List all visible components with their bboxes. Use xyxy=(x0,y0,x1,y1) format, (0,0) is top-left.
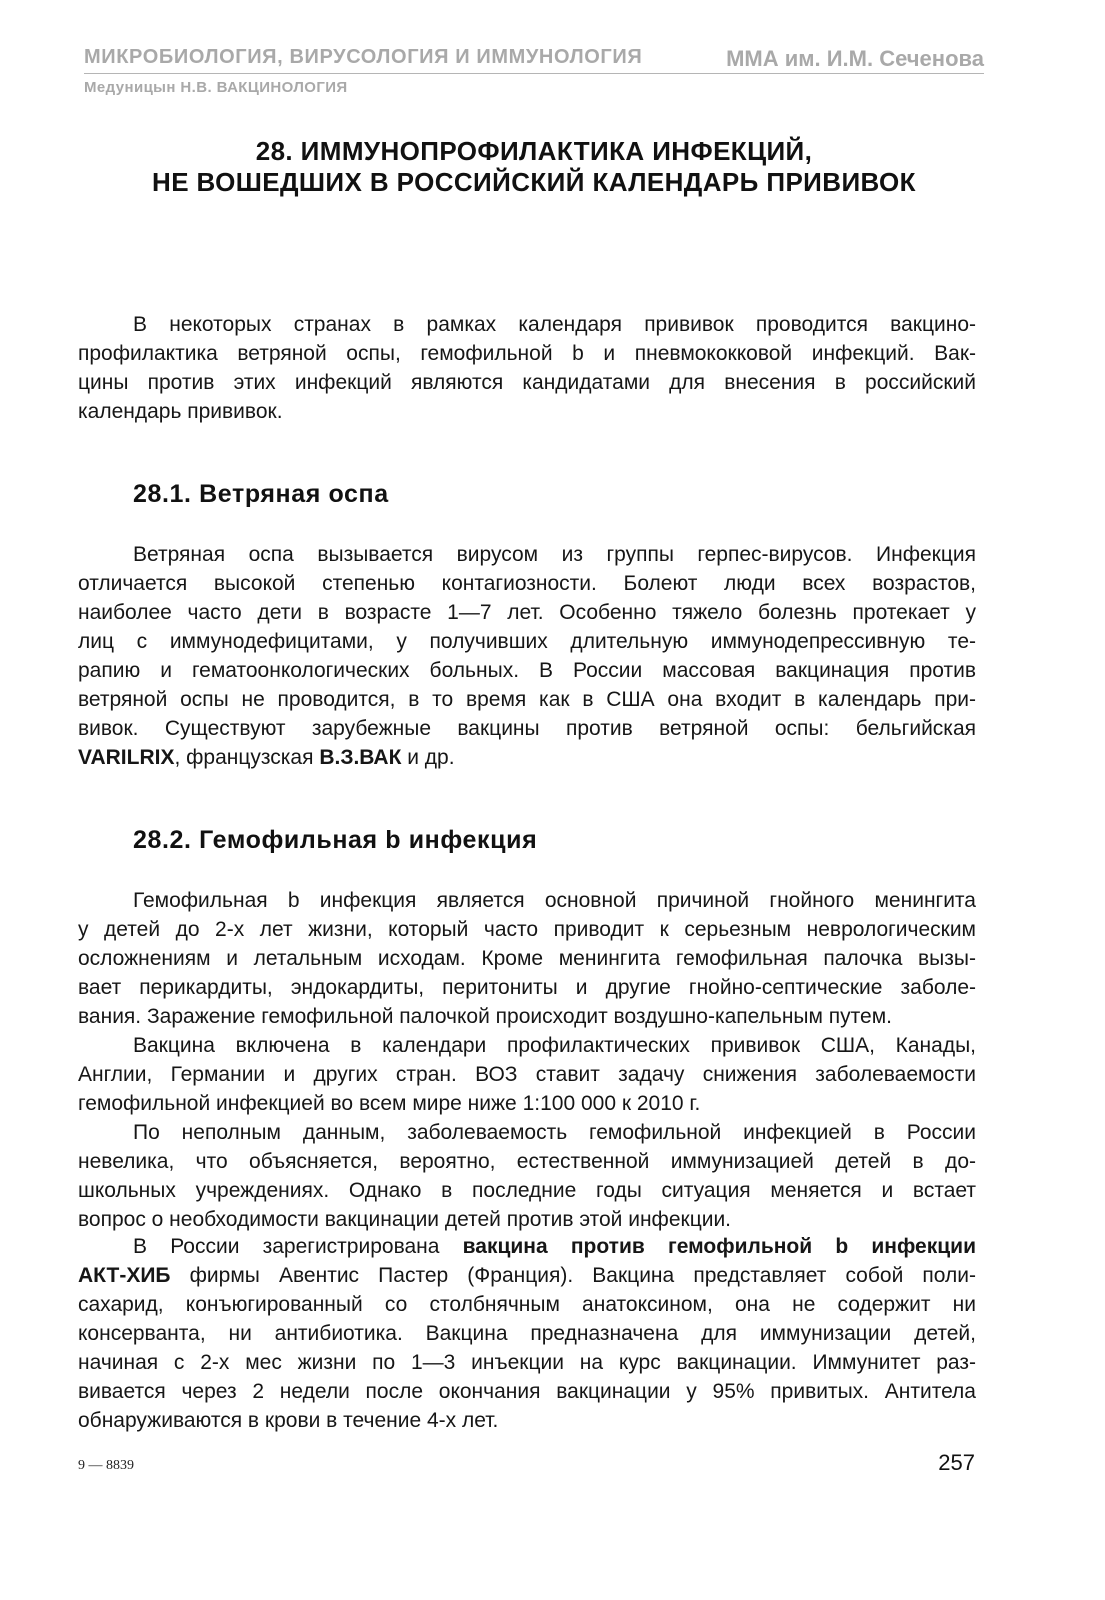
section-heading: 28.2. Гемофильная b инфекция xyxy=(133,826,538,854)
header-rule xyxy=(84,73,984,74)
text-line: школьных учреждениях. Однако в последние годы ситуация меняется и встает xyxy=(78,1179,976,1202)
text-line: вивается через 2 недели после окончания вакцинации у 95% привитых. Антитела xyxy=(78,1380,976,1403)
text-line: вопрос о необходимости вакцинации детей против этой инфекции. xyxy=(78,1208,732,1231)
text-line: у детей до 2-х лет жизни, который часто приводит к серьезным неврологическим xyxy=(78,918,976,941)
text-line: наиболее часто дети в возрасте 1—7 лет. Особенно тяжело болезнь протекает у xyxy=(78,601,976,624)
text-line: По неполным данным, заболеваемость гемофильной инфекцией в России xyxy=(133,1121,976,1144)
text-line: лиц с иммунодефицитами, у получивших длительную иммунодепрессивную те- xyxy=(78,630,976,653)
text-line xyxy=(78,743,976,772)
text-line: осложнениям и летальным исходам. Кроме менингита гемофильная палочка вызы- xyxy=(78,947,976,970)
text-line: Вакцина включена в календари профилактических прививок США, Канады, xyxy=(133,1034,976,1057)
text-fragment: фирмы Авентис Пастер (Франция). Вакцина представляет собой поли- xyxy=(170,1264,976,1287)
running-header-course: МИКРОБИОЛОГИЯ, ВИРУСОЛОГИЯ И ИММУНОЛОГИЯ xyxy=(84,46,643,68)
text-line: вания. Заражение гемофильной палочкой происходит воздушно-капельным путем. xyxy=(78,1005,892,1028)
text-line: консерванта, ни антибиотика. Вакцина предназначена для иммунизации детей, xyxy=(78,1322,976,1345)
text-line: В некоторых странах в рамках календаря прививок проводится вакцино- xyxy=(133,313,976,336)
text-line: Англии, Германии и других стран. ВОЗ ставит задачу снижения заболеваемости xyxy=(78,1063,976,1086)
running-header xyxy=(84,46,984,106)
vaccine-name: АКТ-ХИБ xyxy=(78,1264,171,1287)
chapter-title xyxy=(84,136,984,198)
text-line: обнаруживаются в крови в течение 4-х лет. xyxy=(78,1409,499,1432)
running-header-institution: ММА им. И.М. Сеченова xyxy=(726,46,984,71)
intro-paragraph xyxy=(78,310,976,426)
text-fragment: В России зарегистрирована xyxy=(133,1235,463,1258)
section2-paragraph-3 xyxy=(78,1118,976,1234)
text-line: ветряной оспы не проводится, в то время как в США она входит в календарь при- xyxy=(78,688,976,711)
signature-mark: 9 — 8839 xyxy=(78,1458,134,1473)
text-line xyxy=(78,1261,976,1290)
chapter-title-line: 28. ИММУНОПРОФИЛАКТИКА ИНФЕКЦИЙ, xyxy=(255,136,813,166)
text-line: профилактика ветряной оспы, гемофильной b и пневмококковой инфекций. Вак- xyxy=(78,342,976,365)
vaccine-name: В.З.ВАК xyxy=(319,746,402,769)
section1-paragraph xyxy=(78,540,976,772)
text-line xyxy=(78,1232,976,1261)
text-line: начиная с 2-х мес жизни по 1—3 инъекции на курс вакцинации. Иммунитет раз- xyxy=(78,1351,976,1374)
text-line: вает перикардиты, эндокардиты, перитониты и другие гнойно-септические заболе- xyxy=(78,976,976,999)
chapter-title-line: НЕ ВОШЕДШИХ В РОССИЙСКИЙ КАЛЕНДАРЬ ПРИВИВОК xyxy=(152,167,916,197)
text-line: невелика, что объясняется, вероятно, естественной иммунизацией детей в до- xyxy=(78,1150,976,1173)
running-header-book: Медуницын Н.В. ВАКЦИНОЛОГИЯ xyxy=(84,79,348,96)
section2-paragraph-1 xyxy=(78,886,976,1031)
text-line: сахарид, конъюгированный со столбнячным анатоксином, она не содержит ни xyxy=(78,1293,976,1316)
text-line: вивок. Существуют зарубежные вакцины против ветряной оспы: бельгийская xyxy=(78,717,976,740)
vaccine-name: VARILRIX xyxy=(78,746,175,769)
section2-paragraph-2 xyxy=(78,1031,976,1118)
page-number: 257 xyxy=(938,1450,975,1475)
text-line: цины против этих инфекций являются кандидатами для внесения в российский xyxy=(78,371,976,394)
text-line: Гемофильная b инфекция является основной причиной гнойного менингита xyxy=(133,889,976,912)
text-line: рапию и гематоонкологических больных. В России массовая вакцинация против xyxy=(78,659,976,682)
emphasis-text: вакцина против гемофильной b инфекции xyxy=(462,1235,976,1258)
section-heading: 28.1. Ветряная оспа xyxy=(133,480,389,508)
text-line: календарь прививок. xyxy=(78,400,283,423)
text-line: отличается высокой степенью контагиозности. Болеют люди всех возрастов, xyxy=(78,572,976,595)
text-line: Ветряная оспа вызывается вирусом из группы герпес-вирусов. Инфекция xyxy=(133,543,976,566)
text-line: гемофильной инфекцией во всем мире ниже 1:100 000 к 2010 г. xyxy=(78,1092,701,1115)
text-fragment: и др. xyxy=(401,746,455,769)
text-fragment: , французская xyxy=(174,746,320,769)
section2-paragraph-4 xyxy=(78,1232,976,1435)
